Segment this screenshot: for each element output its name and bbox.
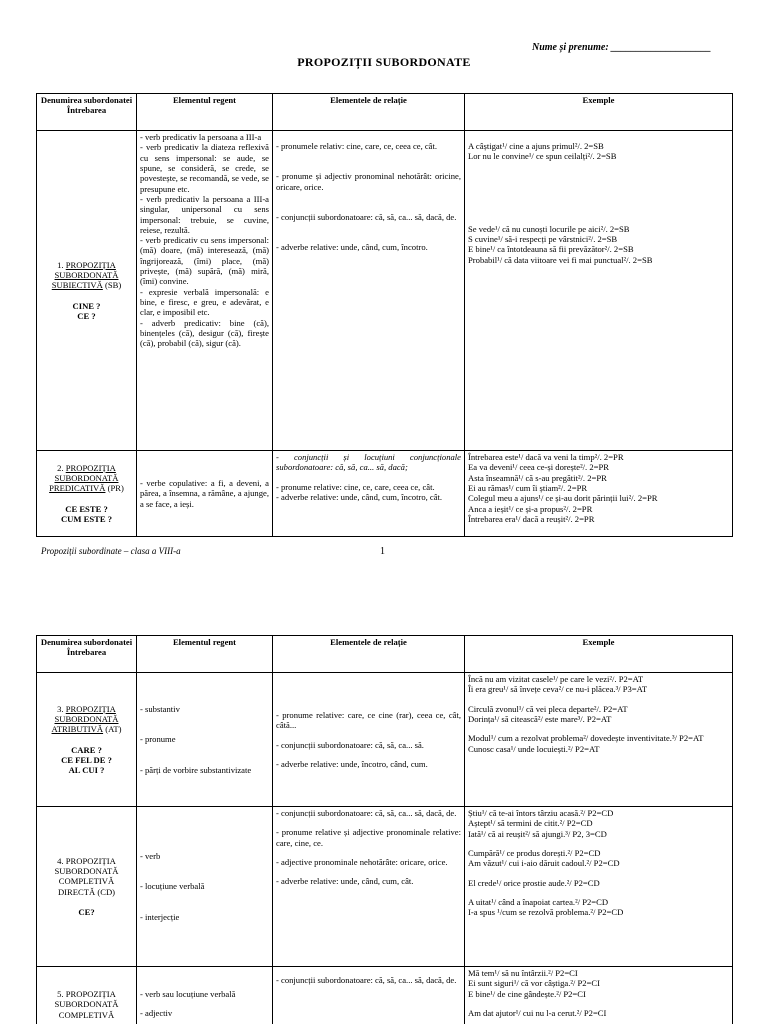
regent-cell — [137, 807, 273, 967]
exemple-cell — [465, 967, 733, 1024]
header-exemple: Exemple — [465, 636, 733, 673]
regent-item: - adverb predicativ: bine (că), binențeles (că), desigur (că), firește (că), probabil (că), sigur (că). — [140, 317, 269, 349]
header-exemple: Exemple — [465, 94, 733, 131]
table-header-row — [37, 94, 733, 131]
table-row-completiva-indirecta — [37, 967, 733, 1024]
example-sentence: Întrebarea este¹/ dacă va veni la timp²/. 2=PR — [468, 452, 624, 462]
table-header-row — [37, 636, 733, 673]
clause-questions: CE ESTE ? CUM ESTE ? — [60, 503, 113, 524]
regent-item: - locuțiune verbală — [140, 881, 205, 892]
clause-name-cell — [37, 673, 137, 807]
clause-abbr: (SB) — [105, 280, 122, 291]
relatie-item: - conjuncții și locuțiuni conjuncționale subordonatoare: că, să, ca... să, dacă; — [276, 452, 461, 473]
example-sentence: Se vede¹/ că nu cunoști locurile pe aici²/. 2=SB — [468, 223, 630, 234]
regent-cell — [137, 451, 273, 537]
clause-abbr: (AT) — [105, 724, 122, 735]
clause-name-cell — [37, 451, 137, 537]
example-sentence: Lor nu le convine¹/ ce spun ceilalți²/. 2=SB — [468, 151, 617, 162]
regent-item: - verb predicativ la diateza reflexivă cu sens impersonal: se aude, se spune, se consideră, se crede, se povestește, se recomandă, se vede, se presupune etc. — [140, 142, 269, 194]
example-sentence: El crede¹/ orice prostie aude.²/ P2=CD — [468, 877, 600, 888]
relatie-cell — [273, 131, 465, 451]
example-sentence: Aștept¹/ să termini de citit.²/ P2=CD — [468, 818, 593, 829]
example-sentence: Cumpără¹/ ce produs dorești.²/ P2=CD — [468, 847, 601, 858]
relatie-cell — [273, 807, 465, 967]
relatie-item: - conjuncții subordonatoare: că, să, ca... să. — [276, 739, 424, 750]
regent-item: - interjecție — [140, 911, 180, 922]
regent-item: - verb predicativ la persoana a III-a singular, unipersonal cu sens impersonal: trebuie, se cuvine, reiese, rezultă. — [140, 193, 269, 235]
page-footer: Propoziții subordinate – clasa a VIII-a — [41, 546, 181, 556]
page-2 — [0, 618, 768, 1024]
relatie-cell — [273, 673, 465, 807]
table-row-predicativa — [37, 451, 733, 537]
regent-cell — [137, 967, 273, 1024]
relatie-cell — [273, 967, 465, 1024]
clause-number: 2. — [57, 462, 64, 473]
example-sentence: Ea va deveni¹/ ceea ce-și dorește²/. 2=PR — [468, 462, 609, 473]
regent-item: - părți de vorbire substantivizate — [140, 764, 252, 775]
clause-name: PROPOZIȚIA SUBORDONATĂ PREDICATIVĂ — [49, 462, 119, 494]
relatie-item: - adverbe relative: unde, când, cum, încotro, cât. — [276, 491, 443, 502]
exemple-cell — [465, 807, 733, 967]
exemple-cell — [465, 673, 733, 807]
clause-name-cell — [37, 807, 137, 967]
page-number: 1 — [380, 546, 385, 557]
relatie-item: - pronume relative și adjective pronominale relative: care, cine, ce. — [276, 827, 461, 848]
relatie-item: - pronume relative: cine, ce, care, ceea ce, cât. — [276, 481, 435, 492]
example-sentence: E bine¹/ ca întotdeauna să fii prevăzător²/. 2=SB — [468, 244, 634, 255]
example-sentence: Cunosc casa¹/ unde locuiești.²/ P2=AT — [468, 743, 600, 754]
clause-abbr: (PR) — [107, 483, 124, 494]
example-sentence: Iată¹/ că ai reușit²/ să ajungi.³/ P2, 3=CD — [468, 828, 607, 839]
example-sentence: Dorința¹/ să citească²/ este mare³/. P2=AT — [468, 713, 612, 724]
regent-item: - substantiv — [140, 704, 180, 715]
example-sentence: A câștigat¹/ cine a ajuns primul²/. 2=SB — [468, 141, 604, 151]
clause-number: 1. — [57, 259, 64, 270]
clause-name-cell — [37, 967, 137, 1024]
example-sentence: Ei sunt siguri¹/ că vor câștiga.²/ P2=CI — [468, 978, 600, 989]
clause-name: PROPOZIȚIA SUBORDONATĂ ATRIBUTIVĂ — [51, 703, 119, 735]
example-sentence: Întrebarea era¹/ dacă a reușit²/. 2=PR — [468, 513, 595, 524]
clause-number: 5. — [57, 989, 64, 999]
example-sentence: I-a spus ¹/cum se rezolvă problema.²/ P2=CD — [468, 907, 624, 918]
header-relatie: Elementele de relație — [273, 94, 465, 131]
regent-cell — [137, 131, 273, 451]
exemple-cell — [465, 131, 733, 451]
relatie-item: - adjective pronominale nehotărâte: oricare, orice. — [276, 856, 448, 867]
relatie-item: - pronume relative: care, ce cine (rar), ceea ce, cât, câtă... — [276, 709, 461, 731]
clause-questions: CARE ? CE FEL DE ? AL CUI ? — [61, 744, 112, 776]
regent-item: - pronume — [140, 734, 176, 745]
page-gap — [0, 585, 768, 618]
example-sentence: Știu¹/ că te-ai întors târziu acasă.²/ P2=CD — [468, 808, 614, 818]
clause-name: PROPOZIȚIA SUBORDONATĂ COMPLETIVĂ DIRECTĂ — [54, 855, 119, 897]
student-name-field[interactable]: Nume și prenume: ____________________ — [532, 42, 712, 53]
relatie-item: - adverbe relative: unde, încotro, când, cum. — [276, 758, 428, 769]
regent-item: - adjectiv — [140, 1008, 173, 1019]
regent-item: - verb sau locuțiune verbală — [140, 989, 236, 999]
relatie-item: - conjuncții subordonatoare: că, să, ca... să, dacă, de. — [276, 211, 457, 222]
example-sentence: E bine¹/ de cine gândește.²/ P2=CI — [468, 988, 586, 999]
clause-abbr: (CD) — [97, 886, 116, 897]
example-sentence: Anca a ieșit¹/ ce și-a propus²/. 2=PR — [468, 503, 593, 514]
header-relatie: Elementele de relație — [273, 636, 465, 673]
clause-number: 4. — [57, 855, 64, 866]
example-sentence: Am dat ajutor¹/ cui nu l-a cerut.²/ P2=CI — [468, 1007, 607, 1018]
example-sentence: Asta înseamnă¹/ că s-au pregătit²/. 2=PR — [468, 472, 607, 483]
subordinate-clauses-table-2 — [36, 635, 733, 1024]
example-sentence: A uitat¹/ când a înapoiat cartea.²/ P2=CD — [468, 896, 609, 907]
example-sentence: S cuvine¹/ să-i respecți pe vârstnici²/. 2=SB — [468, 233, 618, 244]
example-sentence: Circulă zvonul¹/ că vei pleca departe²/. P2=AT — [468, 703, 628, 714]
document-title: PROPOZIȚII SUBORDONATE — [297, 55, 471, 69]
regent-cell — [137, 673, 273, 807]
example-sentence: Mă tem¹/ să nu întârzii.²/ P2=CI — [468, 968, 578, 978]
regent-item: - verbe copulative: a fi, a deveni, a părea, a însemna, a rămâne, a ajunge, a se face, a ieși. — [140, 478, 269, 509]
table-row-completiva-directa — [37, 807, 733, 967]
relatie-item: - adverbe relative: unde, când, cum, cât. — [276, 876, 414, 887]
relatie-item: - adverbe relative: unde, când, cum, încotro. — [276, 242, 428, 253]
header-denumirea: Denumirea subordonatei Întrebarea — [37, 94, 137, 131]
regent-item: - verb predicativ la persoana a III-a — [140, 132, 262, 142]
example-sentence: Încă nu am vizitat casele¹/ pe care le vezi²/. P2=AT — [468, 674, 644, 684]
regent-item: - expresie verbală impersonală: e bine, e firesc, e greu, e adevărat, e clar, e imposibil etc. — [140, 286, 269, 318]
clause-name-cell — [37, 131, 137, 451]
example-sentence: Îi era greu¹/ să învețe ceva²/ ce nu-i plăcea.³/ P3=AT — [468, 684, 648, 695]
example-sentence: Ei au rămas¹/ cum îi știam²/. 2=PR — [468, 482, 588, 493]
clause-name: PROPOZIȚIA SUBORDONATĂ SUBIECTIVĂ — [51, 259, 119, 291]
header-denumirea: Denumirea subordonatei Întrebarea — [37, 636, 137, 673]
relatie-cell — [273, 451, 465, 537]
relatie-item: - pronumele relativ: cine, care, ce, ceea ce, cât. — [276, 141, 438, 151]
regent-item: - verb predicativ cu sens impersonal: (mă) doare, (mă) interesează, (mă) îngrijorează, (îmi) place, (mă) privește, (mă) supără, (mă) miră, (îmi) convine. — [140, 235, 269, 287]
header-regent: Elementul regent — [137, 94, 273, 131]
table-row-subiectiva — [37, 131, 733, 451]
relatie-item: - pronume și adjectiv pronominal nehotărât: oricine, oricare, orice. — [276, 171, 461, 192]
relatie-item: - conjuncții subordonatoare: că, să, ca... să, dacă, de. — [276, 808, 457, 818]
clause-questions: CINE ? CE ? — [72, 300, 101, 321]
example-sentence: Probabil¹/ că data viitoare vei fi mai punctual²/. 2=SB — [468, 254, 653, 265]
clause-name: PROPOZIȚIA SUBORDONATĂ COMPLETIVĂ — [54, 989, 119, 1020]
exemple-cell — [465, 451, 733, 537]
example-sentence: Colegul meu a ajuns¹/ ce și-au dorit părinții lui²/. 2=PR — [468, 493, 658, 504]
table-row-atributiva — [37, 673, 733, 807]
subordinate-clauses-table-1 — [36, 93, 733, 537]
relatie-item: - conjuncții subordonatoare: că, să, ca... să, dacă, de. — [276, 975, 457, 985]
regent-item: - verb — [140, 851, 161, 862]
clause-questions: CE? — [78, 906, 95, 917]
clause-number: 3. — [57, 703, 64, 714]
header-regent: Elementul regent — [137, 636, 273, 673]
example-sentence: Modul¹/ cum a rezolvat problema²/ dovedește inventivitate.³/ P2=AT — [468, 733, 704, 744]
example-sentence: Am văzut¹/ cui i-aio dăruit cadoul.²/ P2=CD — [468, 858, 620, 869]
